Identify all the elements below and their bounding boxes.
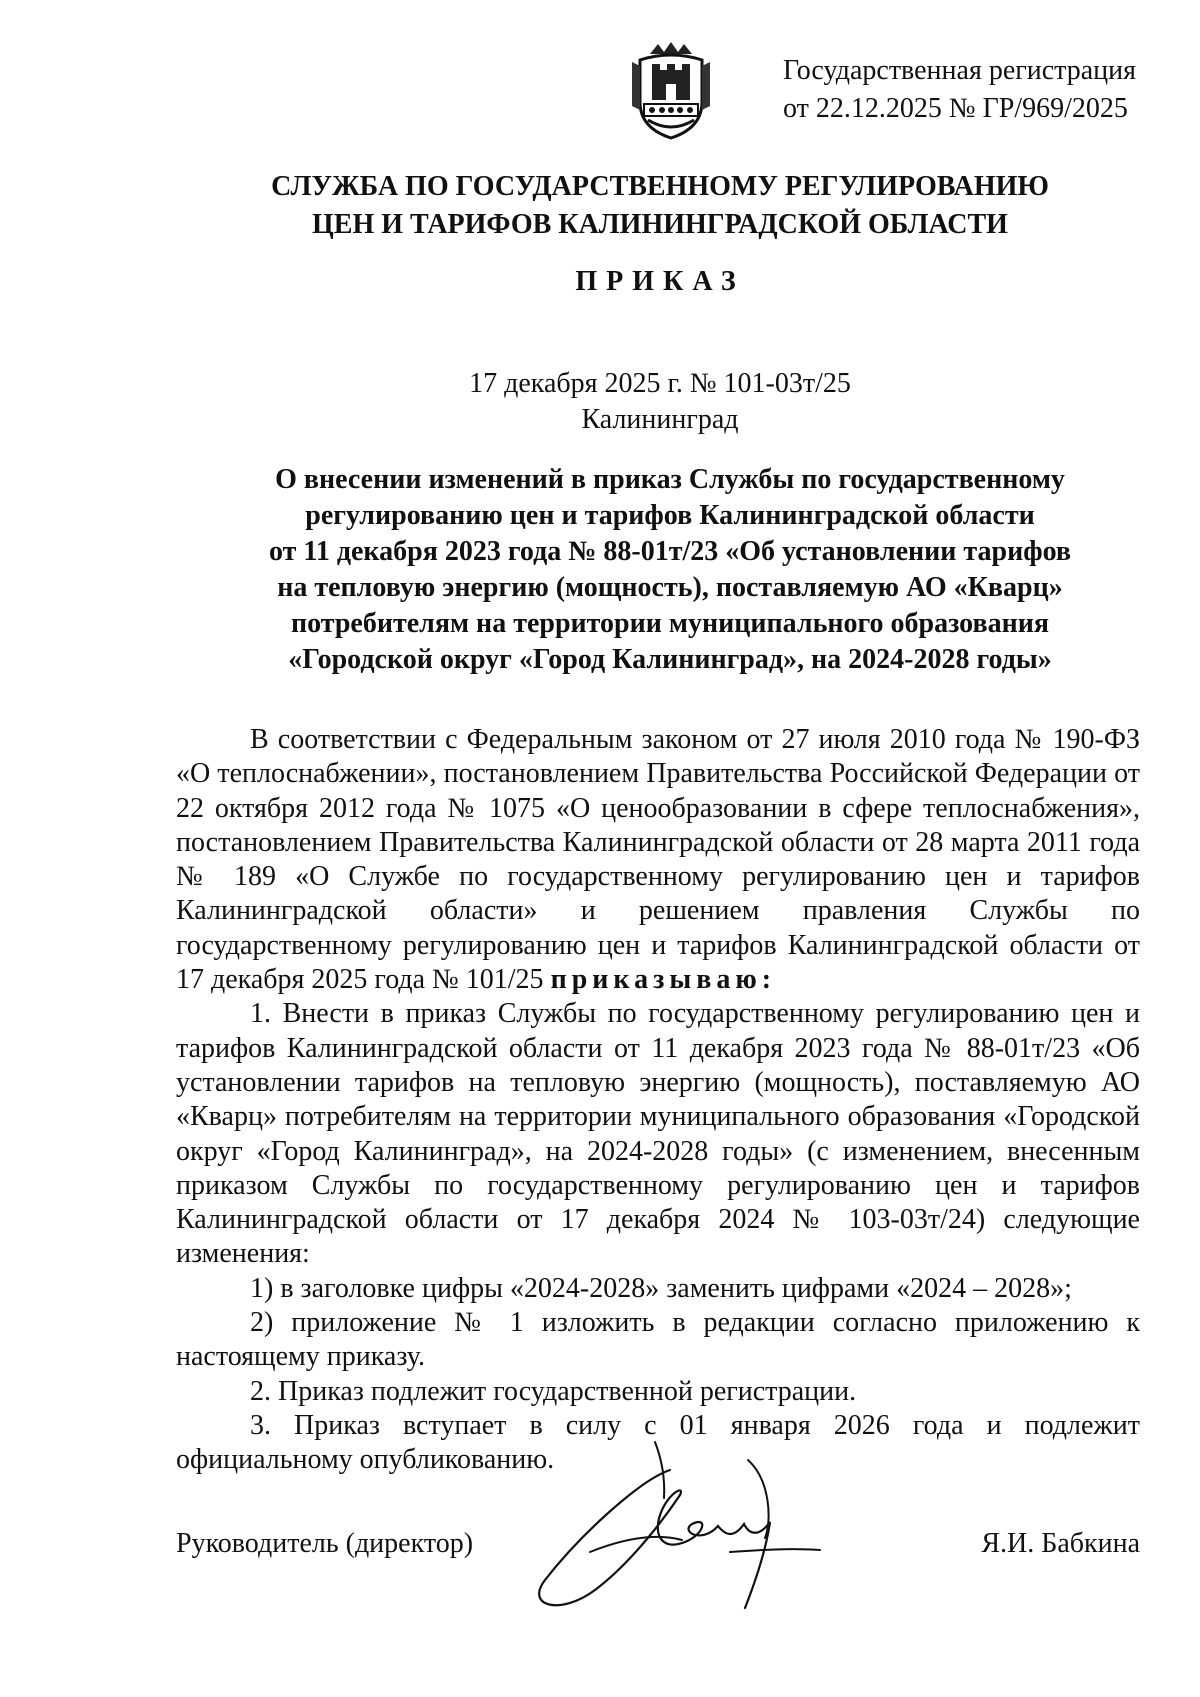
order-meta — [100, 366, 1200, 438]
organization-line-1: СЛУЖБА ПО ГОСУДАРСТВЕННОМУ РЕГУЛИРОВАНИЮ — [271, 171, 1049, 202]
item-1-2: 2) приложение № 1 изложить в редакции согласно приложению к настоящему приказу. — [176, 1307, 1140, 1373]
signatory-position: Руководитель (директор) — [176, 1528, 474, 1559]
order-city: Калининград — [581, 404, 739, 435]
item-3: 3. Приказ вступает в силу с 01 января 2026 года и подлежит официальному опубликованию. — [176, 1409, 1140, 1476]
item-2: 2. Приказ подлежит государственной регистрации. — [250, 1375, 857, 1407]
state-registration-stamp — [783, 52, 1163, 128]
order-body — [176, 723, 1140, 1478]
title-line: потребителям на территории муниципального образования — [290, 608, 1050, 639]
registration-line-1: Государственная регистрация — [783, 55, 1136, 86]
organization-name — [100, 168, 1200, 244]
title-line: на тепловую энергию (мощность), поставляемую АО «Кварц» — [277, 572, 1063, 603]
order-title — [160, 462, 1180, 678]
document-type-heading: ПРИКАЗ — [575, 266, 745, 297]
title-line: от 11 декабря 2023 года № 88-01т/23 «Об установлении тарифов — [269, 536, 1071, 567]
signatory-name: Я.И. Бабкина — [981, 1528, 1140, 1559]
preamble-paragraph — [176, 723, 1140, 997]
title-line: «Городской округ «Город Калининград», на 2024-2028 годы» — [288, 644, 1052, 675]
registration-line-2: от 22.12.2025 № ГР/969/2025 — [783, 93, 1128, 124]
title-line: О внесении изменений в приказ Службы по государственному — [275, 464, 1065, 495]
preamble-text: В соответствии с Федеральным законом от 27 июля 2010 года № 190-ФЗ «О теплоснабжении», постановлением Правительства Российской Федерации от 22 октября 2012 года № 1075 «О ценообразовании в сфере теплоснабжения», постановлением Правительства Калининградской области от 28 марта 2011 года № 189 «О Службе по государственному регулированию цен и тарифов Калининградской области» и решением правления Службы по государственному регулированию цен и тарифов Калининградской области от 17 декабря 2025 года № 101/25 — [176, 724, 1140, 996]
handwritten-signature — [520, 1440, 840, 1620]
item-1: 1. Внести в приказ Службы по государственному регулированию цен и тарифов Калининградской области от 11 декабря 2023 года № 88-01т/23 «Об установлении тарифов на тепловую энергию (мощность), поставляемую АО «Кварц» потребителям на территории муниципального образования «Городской округ «Город Калининград», на 2024-2028 годы» (с изменением, внесенным приказом Службы по государственному регулированию цен и тарифов Калининградской области от 17 декабря 2024 № 103-03т/24) следующие изменения: — [176, 998, 1140, 1270]
coat-of-arms-emblem — [630, 40, 712, 140]
item-1-1: 1) в заголовке цифры «2024-2028» заменить цифрами «2024 – 2028»; — [250, 1272, 1072, 1304]
title-line: регулированию цен и тарифов Калининградской области — [305, 500, 1035, 531]
order-keyword: приказываю: — [550, 964, 777, 996]
order-date-number: 17 декабря 2025 г. № 101-03т/25 — [469, 368, 851, 399]
organization-line-2: ЦЕН И ТАРИФОВ КАЛИНИНГРАДСКОЙ ОБЛАСТИ — [312, 209, 1008, 240]
